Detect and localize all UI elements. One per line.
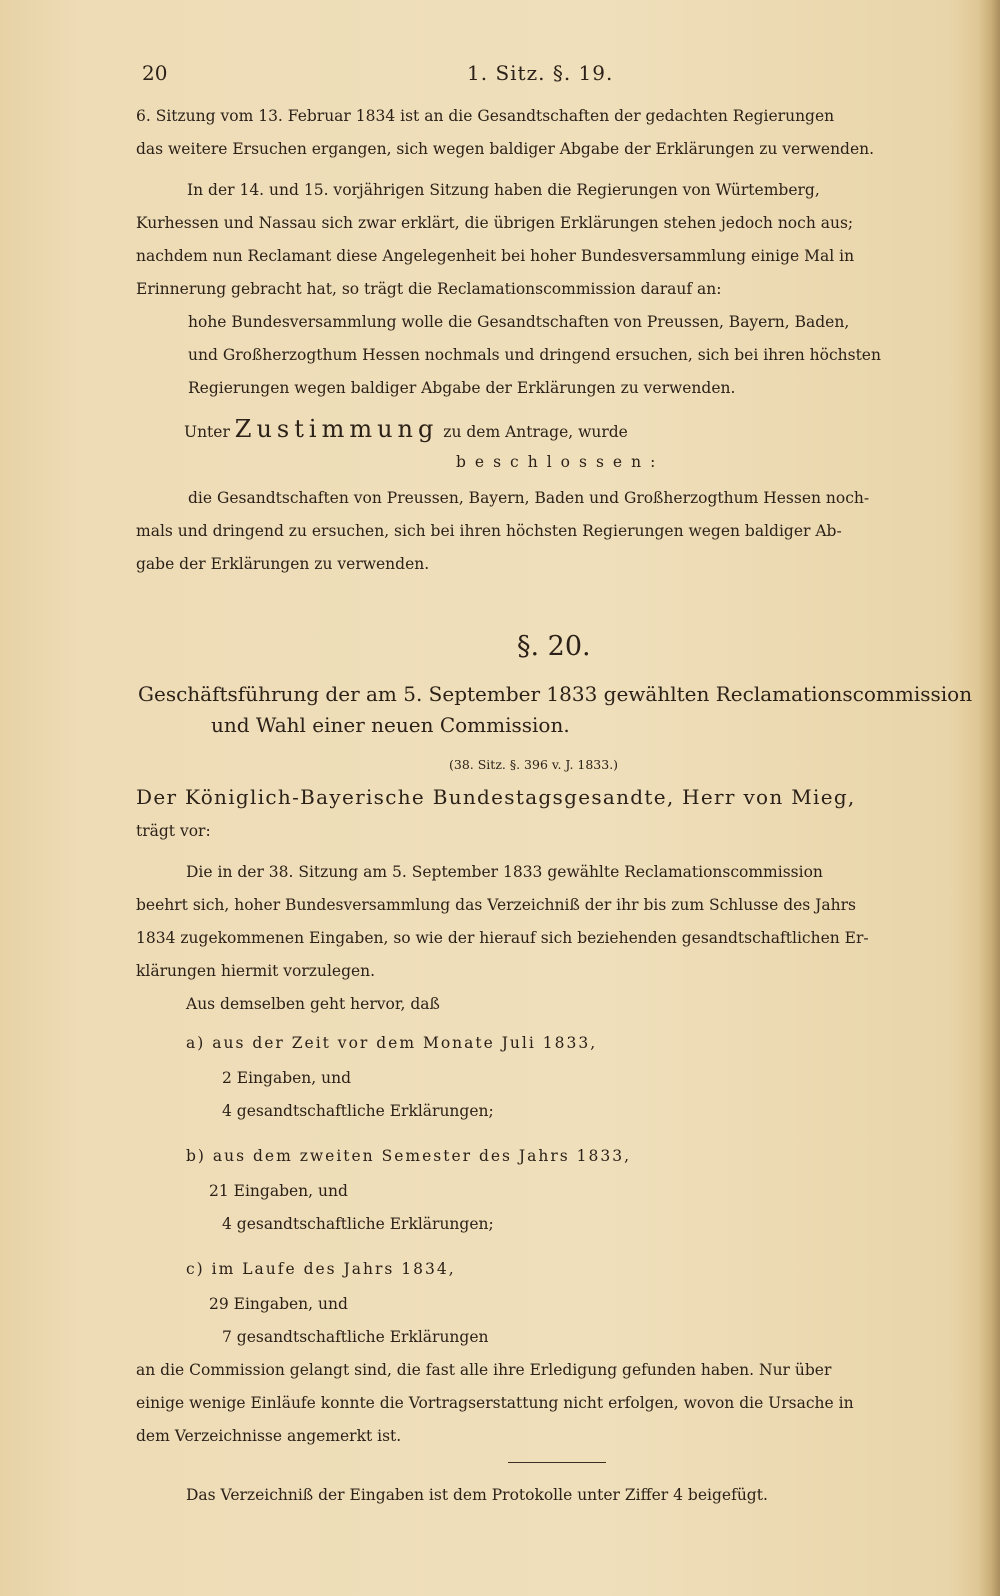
item-line: 7 gesandtschaftliche Erklärungen xyxy=(222,1328,489,1346)
item-line: 4 gesandtschaftliche Erklärungen; xyxy=(222,1215,494,1233)
text-line: Erinnerung gebracht hat, so trägt die Reclamationscommission darauf an: xyxy=(136,280,722,298)
reference-note: (38. Sitz. §. 396 v. J. 1833.) xyxy=(449,757,619,772)
footnote: Das Verzeichniß der Eingaben ist dem Protokolle unter Ziffer 4 beigefügt. xyxy=(186,1486,768,1504)
running-title: 1. Sitz. §. 19. xyxy=(467,61,614,85)
unter-prefix: Unter xyxy=(184,423,230,441)
text-line: In der 14. und 15. vorjährigen Sitzung haben die Regierungen von Würtemberg, xyxy=(187,181,820,199)
text-line: 6. Sitzung vom 13. Februar 1834 ist an die Gesandtschaften der gedachten Regierungen xyxy=(136,107,835,125)
item-label: a) aus der Zeit vor dem Monate Juli 1833, xyxy=(186,1034,598,1052)
closing-line: an die Commission gelangt sind, die fast alle ihre Erledigung gefunden haben. Nur über xyxy=(136,1361,832,1379)
text-line: hohe Bundesversammlung wolle die Gesandtschaften von Preussen, Bayern, Baden, xyxy=(188,313,850,331)
section-number: §. 20. xyxy=(517,631,591,662)
section-title-line: und Wahl einer neuen Commission. xyxy=(211,713,570,737)
unter-suffix: zu dem Antrage, wurde xyxy=(443,423,628,441)
closing-line: einige wenige Einläufe konnte die Vortragserstattung nicht erfolgen, wovon die Ursache in xyxy=(136,1394,854,1412)
item-line: 29 Eingaben, und xyxy=(209,1295,348,1313)
section-title-line: Geschäftsführung der am 5. September 1833 gewählten Reclamationscommission xyxy=(138,682,973,706)
footnote-divider xyxy=(508,1462,606,1463)
page-edge-shadow xyxy=(978,0,1000,1596)
text-line: das weitere Ersuchen ergangen, sich wegen baldiger Abgabe der Erklärungen zu verwenden. xyxy=(136,140,875,158)
body-line: klärungen hiermit vorzulegen. xyxy=(136,962,376,980)
closing-line: dem Verzeichnisse angemerkt ist. xyxy=(136,1427,402,1445)
text-line: Regierungen wegen baldiger Abgabe der Erklärungen zu verwenden. xyxy=(188,379,736,397)
item-label: c) im Laufe des Jahrs 1834, xyxy=(186,1260,456,1278)
text-line: und Großherzogthum Hessen nochmals und dringend ersuchen, sich bei ihren höchsten xyxy=(188,346,881,364)
item-label: b) aus dem zweiten Semester des Jahrs 1833, xyxy=(186,1147,632,1165)
page-number: 20 xyxy=(142,61,168,85)
body-line: 1834 zugekommenen Eingaben, so wie der hierauf sich beziehenden gesandtschaftlichen Er- xyxy=(136,929,869,947)
zustimmung-emphasis: Zustimmung xyxy=(234,415,439,443)
body-line: beehrt sich, hoher Bundesversammlung das Verzeichniß der ihr bis zum Schlusse des Jahrs xyxy=(136,896,856,914)
item-line: 21 Eingaben, und xyxy=(209,1182,348,1200)
body-line: Aus demselben geht hervor, daß xyxy=(186,995,440,1013)
resolution-line: mals und dringend zu ersuchen, sich bei ihren höchsten Regierungen wegen baldiger Ab- xyxy=(136,522,842,540)
beschlossen-heading: beschlossen: xyxy=(456,453,665,471)
text-line: nachdem nun Reclamant diese Angelegenheit bei hoher Bundesversammlung einige Mal in xyxy=(136,247,855,265)
item-line: 2 Eingaben, und xyxy=(222,1069,352,1087)
speaker-line: Der Königlich-Bayerische Bundestagsgesandte, Herr von Mieg, xyxy=(136,785,856,809)
resolution-line: die Gesandtschaften von Preussen, Bayern, Baden und Großherzogthum Hessen noch- xyxy=(188,489,870,507)
item-line: 4 gesandtschaftliche Erklärungen; xyxy=(222,1102,494,1120)
resolution-line: gabe der Erklärungen zu verwenden. xyxy=(136,555,430,573)
text-line: Kurhessen und Nassau sich zwar erklärt, die übrigen Erklärungen stehen jedoch noch aus; xyxy=(136,214,854,232)
speaker-suffix: trägt vor: xyxy=(136,822,211,840)
body-line: Die in der 38. Sitzung am 5. September 1833 gewählte Reclamationscommission xyxy=(186,863,823,881)
unter-line xyxy=(184,415,628,443)
